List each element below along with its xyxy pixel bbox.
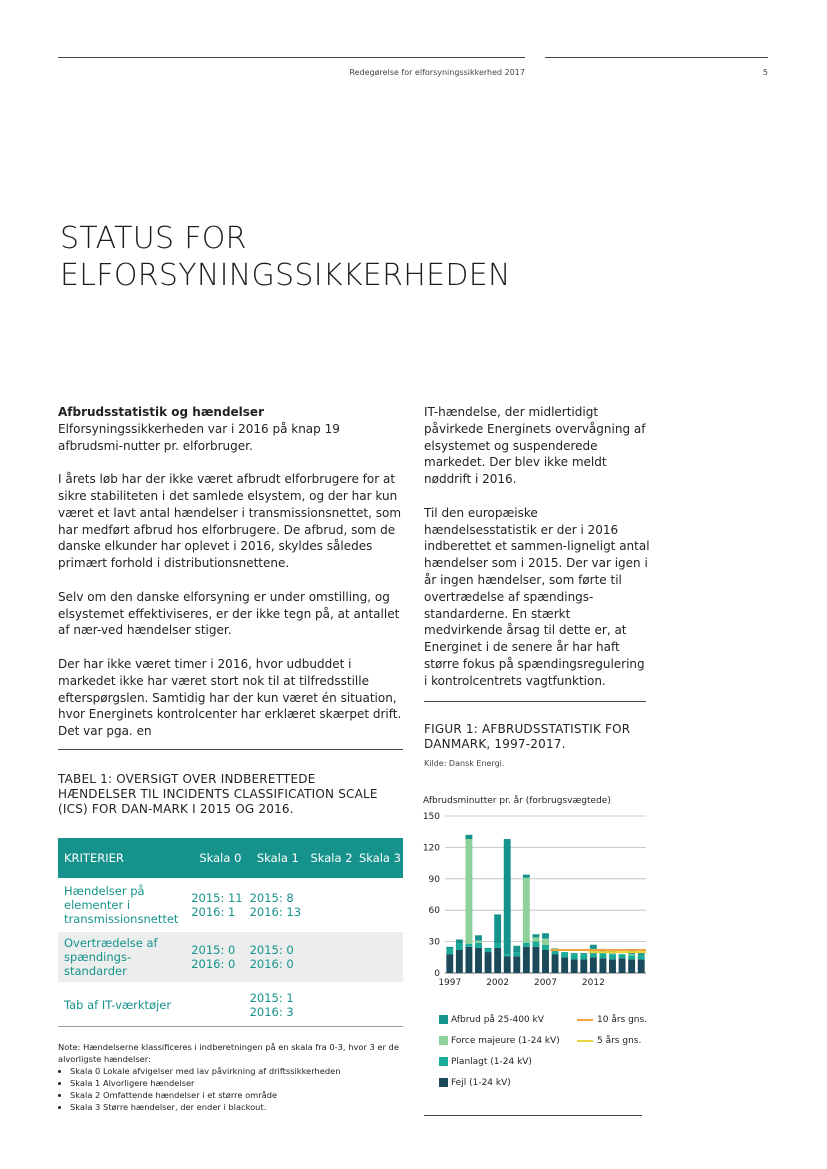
table-cell <box>306 878 357 932</box>
paragraph: I årets løb har der ikke været afbrudt elforbrugere for at sikre stabiliteten i det samlede elsystem, og der har kun været et lavt antal hændelser i transmissionsnettet, som har medført afbrud hos elforbrugere. De afbrud, som de danske elkunder har oplevet i 2016, skyldes således primært forhold i distributionsnettene. <box>58 472 402 571</box>
table-header-row <box>58 838 403 878</box>
bar-segment <box>580 959 587 973</box>
legend-label: Fejl (1-24 kV) <box>451 1078 511 1088</box>
table-cell: 2015: 8 2016: 13 <box>249 891 302 919</box>
page-title-line2: ELFORSYNINGSSIKKERHEDEN <box>60 258 511 293</box>
y-tick-label: 120 <box>422 843 440 854</box>
table-header-cell: Skala 3 <box>357 838 403 878</box>
bar-segment <box>465 839 472 944</box>
figure-source: Kilde: Dansk Energi. <box>424 759 505 768</box>
bar-segment <box>523 947 530 973</box>
legend-swatch <box>439 1036 448 1045</box>
figure-caption-line1: FIGUR 1: AFBRUDSSTATISTIK FOR <box>424 722 631 736</box>
x-tick-label: 2012 <box>581 978 605 988</box>
y-tick-label: 150 <box>422 812 440 822</box>
bar-segment <box>552 954 559 973</box>
bar-segment <box>504 954 511 956</box>
legend-swatch <box>439 1015 448 1024</box>
y-tick-label: 60 <box>428 906 440 917</box>
paragraph: Der har ikke været timer i 2016, hvor udbuddet i markedet ikke har været stort nok til at tilfredsstille efterspørgslen. Samtidig har der kun været én situation, hvor Energinets kontrolcenter har erklæret skærpet drift. Det var pga. en <box>58 656 402 739</box>
page-title <box>60 220 511 294</box>
legend-item <box>439 1015 544 1025</box>
bar-segment <box>485 952 492 973</box>
bar-segment <box>465 944 472 947</box>
legend-swatch <box>439 1078 448 1087</box>
bar-segment <box>532 937 539 941</box>
bar-segment <box>571 953 578 954</box>
bar-segment <box>475 943 482 948</box>
outage-chart <box>418 790 654 1000</box>
bar-segment <box>599 953 606 958</box>
header-doc-title: Redegørelse for elforsyningssikkerhed 2017 <box>349 68 525 77</box>
y-tick-label: 30 <box>428 937 440 948</box>
bar-segment <box>475 941 482 943</box>
figure-caption-line2: DANMARK, 1997-2017. <box>424 737 566 751</box>
bar-segment <box>523 875 530 878</box>
page-number: 5 <box>762 68 768 77</box>
legend-swatch <box>577 1040 593 1042</box>
table-top-rule <box>58 749 403 750</box>
bar-segment <box>446 949 453 954</box>
legend-label: 5 års gns. <box>597 1036 642 1046</box>
legend-swatch <box>439 1057 448 1066</box>
bar-segment <box>532 947 539 973</box>
bar-segment <box>609 959 616 973</box>
table-bottom-rule <box>58 1026 403 1027</box>
x-tick-label: 2007 <box>534 978 557 988</box>
bar-segment <box>542 938 549 944</box>
bar-segment <box>475 935 482 940</box>
bar-segment <box>465 835 472 839</box>
table-note <box>58 1041 408 1113</box>
table-cell: 2015: 0 2016: 0 <box>191 932 249 982</box>
bar-segment <box>485 948 492 949</box>
paragraph: IT-hændelse, der midlertidigt påvirkede Energinets overvågning af elsystemet og suspenderede markedet. Der blev ikke meldt nøddrift i 2016. <box>424 405 646 487</box>
bar-segment <box>638 955 645 959</box>
bar-segment <box>523 943 530 947</box>
legend-label: Force majeure (1-24 kV) <box>451 1036 560 1046</box>
bar-segment <box>599 958 606 973</box>
bar-segment <box>446 954 453 973</box>
bar-segment <box>561 952 568 957</box>
paragraph: Elforsyningssikkerheden var i 2016 på knap 19 afbrudsmi-nutter pr. elforbruger. <box>58 421 340 453</box>
bar-segment <box>542 945 549 950</box>
x-tick-label: 1997 <box>438 978 462 988</box>
bar-segment <box>494 914 501 943</box>
table-note-list <box>58 1065 408 1113</box>
table-cell: 2015: 11 2016: 1 <box>191 891 243 919</box>
table-cell <box>306 932 357 982</box>
bar-segment <box>590 945 597 949</box>
table-note-text: Note: Hændelserne klassificeres i indberetningen på en skala fra 0-3, hvor 3 er de alvorligste hændelser: <box>58 1042 399 1064</box>
bar-segment <box>638 953 645 955</box>
bar-segment <box>513 946 520 952</box>
bar-segment <box>494 948 501 973</box>
table-header-cell: Skala 1 <box>250 838 307 878</box>
list-item: • Skala 2 Omfattende hændelser i et større område <box>70 1089 408 1101</box>
legend-label: 10 års gns. <box>597 1015 648 1025</box>
bar-segment <box>494 944 501 948</box>
legend-item <box>439 1078 511 1088</box>
bar-segment <box>638 959 645 973</box>
table-header-cell: Skala 2 <box>306 838 357 878</box>
x-tick-label: 2002 <box>486 978 510 988</box>
bar-segment <box>552 948 559 949</box>
page-title-line1: STATUS FOR <box>60 221 247 256</box>
bar-segment <box>561 957 568 973</box>
bar-segment <box>609 953 616 954</box>
table-cell <box>357 878 403 932</box>
legend-item <box>439 1057 532 1067</box>
bar-segment <box>580 954 587 959</box>
bar-segment <box>504 956 511 973</box>
bar-segment <box>456 950 463 973</box>
table-caption: TABEL 1: OVERSIGT OVER INDBERETTEDE HÆNDELSER TIL INCIDENTS CLASSIFICATION SCALE (ICS) FOR DAN-MARK I 2015 OG 2016. <box>58 772 378 816</box>
bar-segment <box>628 955 635 959</box>
table-cell: Hændelser på elementer i transmissionsnettet <box>64 884 179 926</box>
bar-segment <box>532 942 539 947</box>
bar-segment <box>571 959 578 973</box>
y-tick-label: 0 <box>434 969 440 979</box>
bar-segment <box>456 944 463 950</box>
legend-label: Planlagt (1-24 kV) <box>451 1057 532 1067</box>
ics-table <box>58 838 403 1028</box>
bar-segment <box>475 948 482 973</box>
bar-segment <box>513 956 520 973</box>
legend-item <box>439 1036 560 1046</box>
table-row <box>58 982 403 1028</box>
figure-top-rule <box>424 701 646 702</box>
legend-label: Afbrud på 25-400 kV <box>451 1015 544 1025</box>
header-rule-right <box>545 57 768 58</box>
bar-segment <box>523 878 530 943</box>
table-header-cell: Skala 0 <box>191 838 249 878</box>
table-cell <box>357 932 403 982</box>
y-tick-label: 90 <box>428 874 440 885</box>
paragraph: Selv om den danske elforsyning er under omstilling, og elsystemet effektiviseres, er der ikke tegn på, at antallet af nær-ved hændelser stiger. <box>58 589 400 638</box>
section-heading: Afbrudsstatistik og hændelser <box>58 405 264 419</box>
bar-segment <box>446 947 453 949</box>
bar-segment <box>580 953 587 954</box>
figure-bottom-rule <box>424 1115 642 1116</box>
table-header-cell: KRITERIER <box>58 838 191 878</box>
list-item: • Skala 3 Større hændelser, der ender i blackout. <box>70 1101 408 1113</box>
header-rule-left <box>58 57 525 58</box>
table-cell: 2015: 1 2016: 3 <box>249 991 294 1019</box>
body-column-right <box>424 404 650 706</box>
table-row <box>58 932 403 982</box>
bar-segment <box>513 952 520 956</box>
bar-segment <box>590 957 597 973</box>
bar-segment <box>619 954 626 958</box>
bar-segment <box>628 959 635 973</box>
bar-segment <box>542 950 549 973</box>
table-cell: Tab af IT-værktøjer <box>64 998 172 1012</box>
table-cell: 2015: 0 2016: 0 <box>250 932 307 982</box>
bar-segment <box>619 958 626 973</box>
table-cell <box>191 982 249 1028</box>
bar-segment <box>456 940 463 944</box>
legend-swatch <box>577 1019 593 1021</box>
list-item: • Skala 1 Alvorligere hændelser <box>70 1077 408 1089</box>
bar-segment <box>571 954 578 959</box>
bar-segment <box>532 934 539 937</box>
table-cell <box>357 982 403 1028</box>
table-row <box>58 878 403 932</box>
y-axis-label: Afbrudsminutter pr. år (forbrugsvægtede) <box>423 796 611 806</box>
bar-segment <box>542 933 549 938</box>
bar-segment <box>504 839 511 954</box>
bar-segment <box>485 949 492 952</box>
legend-item <box>577 1015 647 1025</box>
bar-segment <box>609 954 616 959</box>
table-cell <box>306 982 357 1028</box>
list-item: • Skala 0 Lokale afvigelser med lav påvirkning af driftssikkerheden <box>70 1065 408 1077</box>
figure-caption <box>424 722 650 752</box>
bar-segment <box>628 954 635 955</box>
bar-segment <box>465 947 472 973</box>
paragraph: Til den europæiske hændelsesstatistik er der i 2016 indberettet et sammen-ligneligt antal hændelser som i 2015. Der var igen i år ingen hændelser, som førte til overtrædelse af spændings-standarderne. En stærkt medvirkende årsag til dette er, at Energinet i de senere år har haft større fokus på spændingsregulering i kontrolcentrets vagtfunktion. <box>424 505 650 688</box>
legend-item <box>577 1036 641 1046</box>
table-cell: Overtrædelse af spændings-standarder <box>58 932 191 982</box>
body-column-left <box>58 404 406 757</box>
